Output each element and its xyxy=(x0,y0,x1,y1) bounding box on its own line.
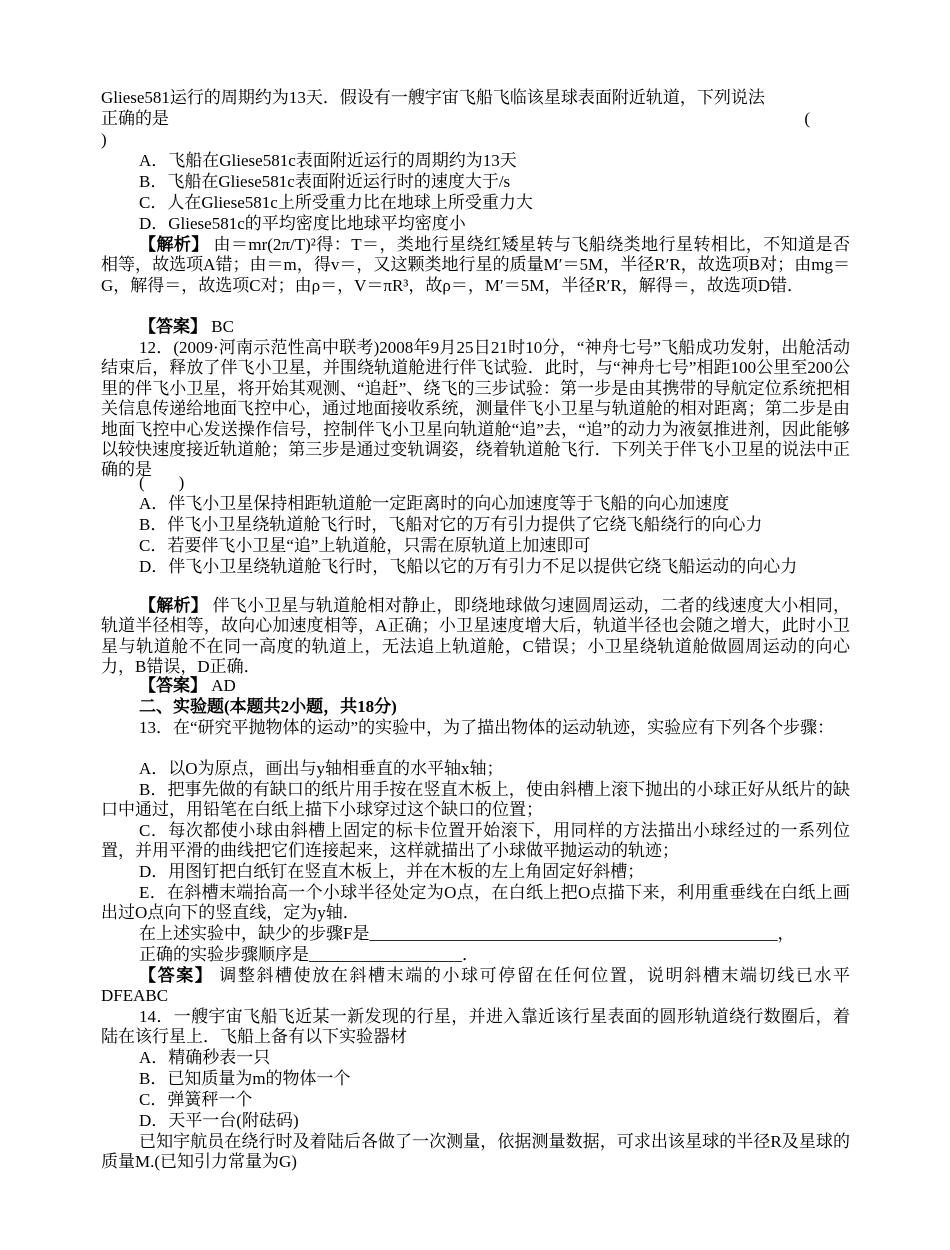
q12-option-a: A．伴飞小卫星保持相距轨道舱一定距离时的向心加速度等于飞船的向心加速度 xyxy=(139,494,730,513)
q13-step-d: D．用图钉把白纸钉在竖直木板上，并在木板的左上角固定好斜槽； xyxy=(139,862,645,881)
q12-answer-text: AD xyxy=(211,676,236,695)
q11-stem-line1: Gliese581运行的周期约为13天．假设有一艘宇宙飞船飞临该星球表面附近轨道，下列说法 xyxy=(101,88,765,107)
q14-tail: 已知宇航员在绕行时及着陆后各做了一次测量，依据测量数据，可求出该星球的半径R及星球的质量M.(已知引力常量为G) xyxy=(101,1132,850,1172)
q11-analysis xyxy=(101,235,850,296)
q11-option-b: B．飞船在Gliese581c表面附近运行时的速度大于/s xyxy=(139,172,511,191)
q12-option-c: C．若要伴飞小卫星“追”上轨道舱，只需在原轨道上加速即可 xyxy=(139,536,591,555)
q12-paren: ( ) xyxy=(139,473,185,492)
q14-option-b: B．已知质量为m的物体一个 xyxy=(139,1069,351,1088)
q11-option-c: C．人在Gliese581c上所受重力比在地球上所受重力大 xyxy=(139,193,533,212)
q13-step-c: C．每次都使小球由斜槽上固定的标卡位置开始滚下，用同样的方法描出小球经过的一系列位置，并用平滑的曲线把它们连接起来，这样就描出了小球做平抛运动的轨迹； xyxy=(101,821,850,861)
q13-missing-step: 在上述实验中，缺少的步骤F是________________________________________________， xyxy=(139,924,795,943)
q12-analysis xyxy=(101,596,850,678)
q12-answer xyxy=(101,676,850,696)
q12-option-d: D．伴飞小卫星绕轨道舱飞行时，飞船以它的万有引力不足以提供它绕飞船运动的向心力 xyxy=(139,557,798,576)
q11-stem-line2 xyxy=(101,109,850,129)
q13-step-e: E．在斜槽末端抬高一个小球半径处定为O点，在白纸上把O点描下来，利用重垂线在白纸上画出过O点向下的竖直线，定为y轴． xyxy=(101,883,850,923)
q12-option-b: B．伴飞小卫星绕轨道舱飞行时，飞船对它的万有引力提供了它绕飞船绕行的向心力 xyxy=(139,515,763,534)
q14-option-c: C．弹簧秤一个 xyxy=(139,1090,253,1109)
q13-order: 正确的实验步骤顺序是__________________． xyxy=(139,945,479,964)
q12-stem: 12．(2009·河南示范性高中联考)2008年9月25日21时10分，“神舟七号”飞船成功发射，出舱活动结束后，释放了伴飞小卫星，并围绕轨道舱进行伴飞试验．此时，与“神舟七号”相距100公里至200公里的伴飞小卫星，将开始其观测、“追赶”、绕飞的三步试验：第一步是由其携带的导航定位系统把相关信息传递给地面飞控中心，通过地面接收系统，测量伴飞小卫星与轨道舱的相对距离；第二步是由地面飞控中心发送操作信号，控制伴飞小卫星向轨道舱“追”去，“追”的动力为液氨推进剂，因此能够以较快速度接近轨道舱；第三步是通过变轨调姿，绕着轨道舱飞行．下列关于伴飞小卫星的说法中正确的是 xyxy=(101,338,850,480)
q13-answer-text: 调整斜槽使放在斜槽末端的小球可停留在任何位置，说明斜槽末端切线已水平 DFEABC xyxy=(101,966,868,1006)
q11-stem-text: 正确的是 xyxy=(101,109,169,128)
q12-analysis-label: 【解析】 xyxy=(139,596,208,615)
q11-answer-text: BC xyxy=(211,317,234,336)
q11-paren-close: ) xyxy=(101,130,107,149)
q13-step-b: B．把事先做的有缺口的纸片用手按在竖直木板上，使由斜槽上滚下抛出的小球正好从纸片的缺口中通过，用铅笔在白纸上描下小球穿过这个缺口的位置； xyxy=(101,780,850,820)
q11-analysis-text: 由＝mr(2π/T)²得：T＝，类地行星绕红矮星转与飞船绕类地行星转相比，不知道是否相等，故选项A错；由＝m，得v＝，又这颗类地行星的质量M′＝5M，半径R′R，故选项B对；由mg＝G，解得＝，故选项C对；由ρ＝，V＝πR³，故ρ＝，M′＝5M，半径R′R，解得＝，故选项D错． xyxy=(101,235,851,295)
q14-option-a: A．精确秒表一只 xyxy=(139,1048,271,1067)
q11-option-a: A．飞船在Gliese581c表面附近运行的周期约为13天 xyxy=(139,151,517,170)
q12-answer-label: 【答案】 xyxy=(139,676,207,695)
q12-analysis-text: 伴飞小卫星与轨道舱相对静止，即绕地球做匀速圆周运动，二者的线速度大小相同，轨道半径相等，故向心加速度相等，A正确；小卫星速度增大后，轨道半径也会随之增大，此时小卫星与轨道舱不在同一高度的轨道上，无法追上轨道舱，C错误；小卫星绕轨道舱做圆周运动的向心力，B错误，D正确． xyxy=(101,596,851,677)
q11-paren-open: ( xyxy=(804,109,810,128)
q11-answer xyxy=(101,317,850,337)
q14-stem: 14．一艘宇宙飞船飞近某一新发现的行星，并进入靠近该行星表面的圆形轨道绕行数圈后，着陆在该行星上．飞船上备有以下实验器材 xyxy=(101,1007,850,1047)
q13-step-a: A．以O为原点，画出与y轴相垂直的水平轴x轴； xyxy=(139,759,504,778)
q13-answer xyxy=(101,966,868,1007)
q14-option-d: D．天平一台(附砝码) xyxy=(139,1111,299,1130)
q11-answer-label: 【答案】 xyxy=(139,317,207,336)
q11-analysis-label: 【解析】 xyxy=(139,235,209,254)
q13-answer-label: 【答案】 xyxy=(139,966,214,985)
q13-stem: 13．在“研究平抛物体的运动”的实验中，为了描出物体的运动轨迹，实验应有下列各个步骤： xyxy=(139,718,835,737)
q11-option-d: D．Gliese581c的平均密度比地球平均密度小 xyxy=(139,214,466,233)
section-heading: 二、实验题(本题共2小题，共18分) xyxy=(139,697,397,716)
